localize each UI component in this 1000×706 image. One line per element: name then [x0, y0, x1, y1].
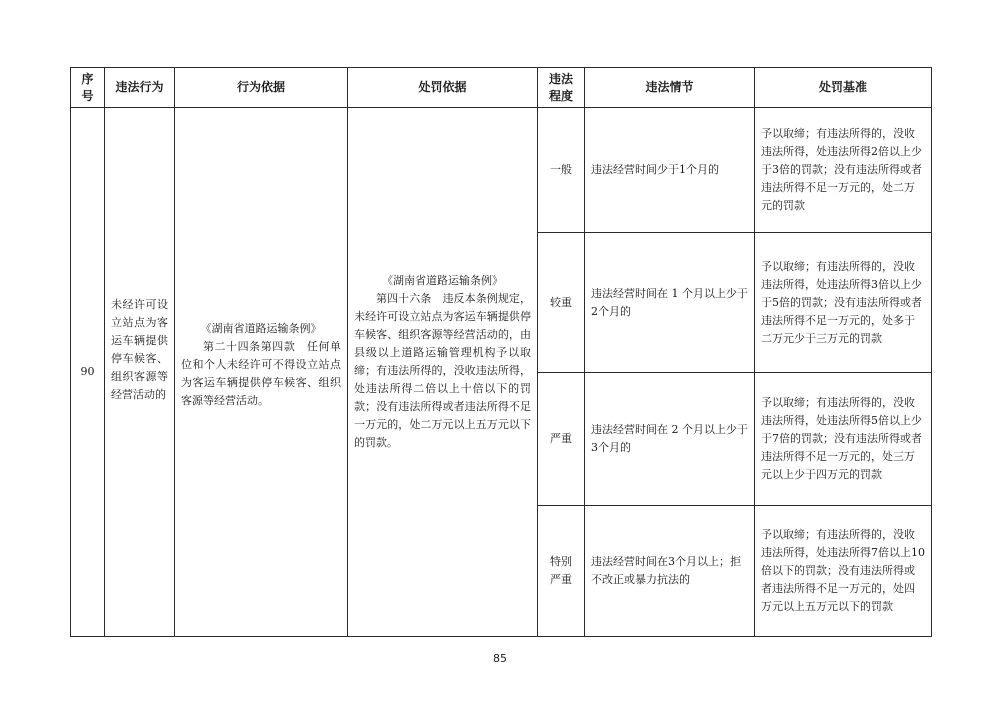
header-act: 违法行为	[105, 68, 175, 108]
circumstance-level-4: 违法经营时间在3个月以上；拒不改正或暴力抗法的	[585, 506, 755, 637]
standard-level-3: 予以取缔；有违法所得的，没收违法所得，处违法所得5倍以上少于7倍的罚款；没有违法所得或者违法所得不足一万元的，处三万元以上少于四万元的罚款	[755, 373, 932, 506]
violation-act: 未经许可设立站点为客运车辆提供停车候客、组织客源等经营活动的	[105, 108, 175, 637]
basis-text: 第二十四条第四款 任何单位和个人未经许可不得设立站点为客运车辆提供停车候客、组织客源等经营活动。	[181, 340, 341, 407]
behavior-basis	[175, 108, 348, 637]
standard-level-4: 予以取缔；有违法所得的，没收违法所得，处违法所得7倍以上10倍以下的罚款；没有违法所得或者违法所得不足一万元的，处四万元以上五万元以下的罚款	[755, 506, 932, 637]
circumstance-level-3: 违法经营时间在 2 个月以上少于3个月的	[585, 373, 755, 506]
penalty-law-title: 《湖南省道路运输条例》	[382, 274, 503, 287]
penalty-standard-table	[70, 67, 932, 637]
standard-level-1: 予以取缔；有违法所得的，没收违法所得，处违法所得2倍以上少于3倍的罚款；没有违法所得或者违法所得不足一万元的，处二万元的罚款	[755, 108, 932, 233]
header-penalty-basis: 处罚依据	[348, 68, 538, 108]
header-basis: 行为依据	[175, 68, 348, 108]
degree-level-4: 特别严重	[538, 506, 585, 637]
table-header-row	[71, 68, 932, 108]
penalty-basis	[348, 108, 538, 637]
header-degree: 违法程度	[538, 68, 585, 108]
page-number: 85	[493, 652, 507, 665]
header-circumstance: 违法情节	[585, 68, 755, 108]
standard-level-2: 予以取缔；有违法所得的，没收违法所得，处违法所得3倍以上少于5倍的罚款；没有违法所得或者违法所得不足一万元的，处多于二万元少于三万元的罚款	[755, 233, 932, 373]
header-standard: 处罚基准	[755, 68, 932, 108]
circumstance-level-1: 违法经营时间少于1个月的	[585, 108, 755, 233]
basis-law-title: 《湖南省道路运输条例》	[200, 322, 322, 335]
degree-level-2: 较重	[538, 233, 585, 373]
degree-level-3: 严重	[538, 373, 585, 506]
penalty-text: 第四十六条 违反本条例规定，未经许可设立站点为客运车辆提供停车候客、组织客源等经营活动的，由县级以上道路运输管理机构予以取缔；有违法所得的，没收违法所得，处违法所得二倍以上十倍以下的罚款；没有违法所得或者违法所得不足一万元的，处二万元以上五万元以下的罚款。	[354, 292, 531, 449]
degree-level-1: 一般	[538, 108, 585, 233]
record-seq: 90	[71, 108, 105, 637]
circumstance-level-2: 违法经营时间在 1 个月以上少于2个月的	[585, 233, 755, 373]
table-row	[71, 108, 932, 233]
header-seq: 序号	[71, 68, 105, 108]
